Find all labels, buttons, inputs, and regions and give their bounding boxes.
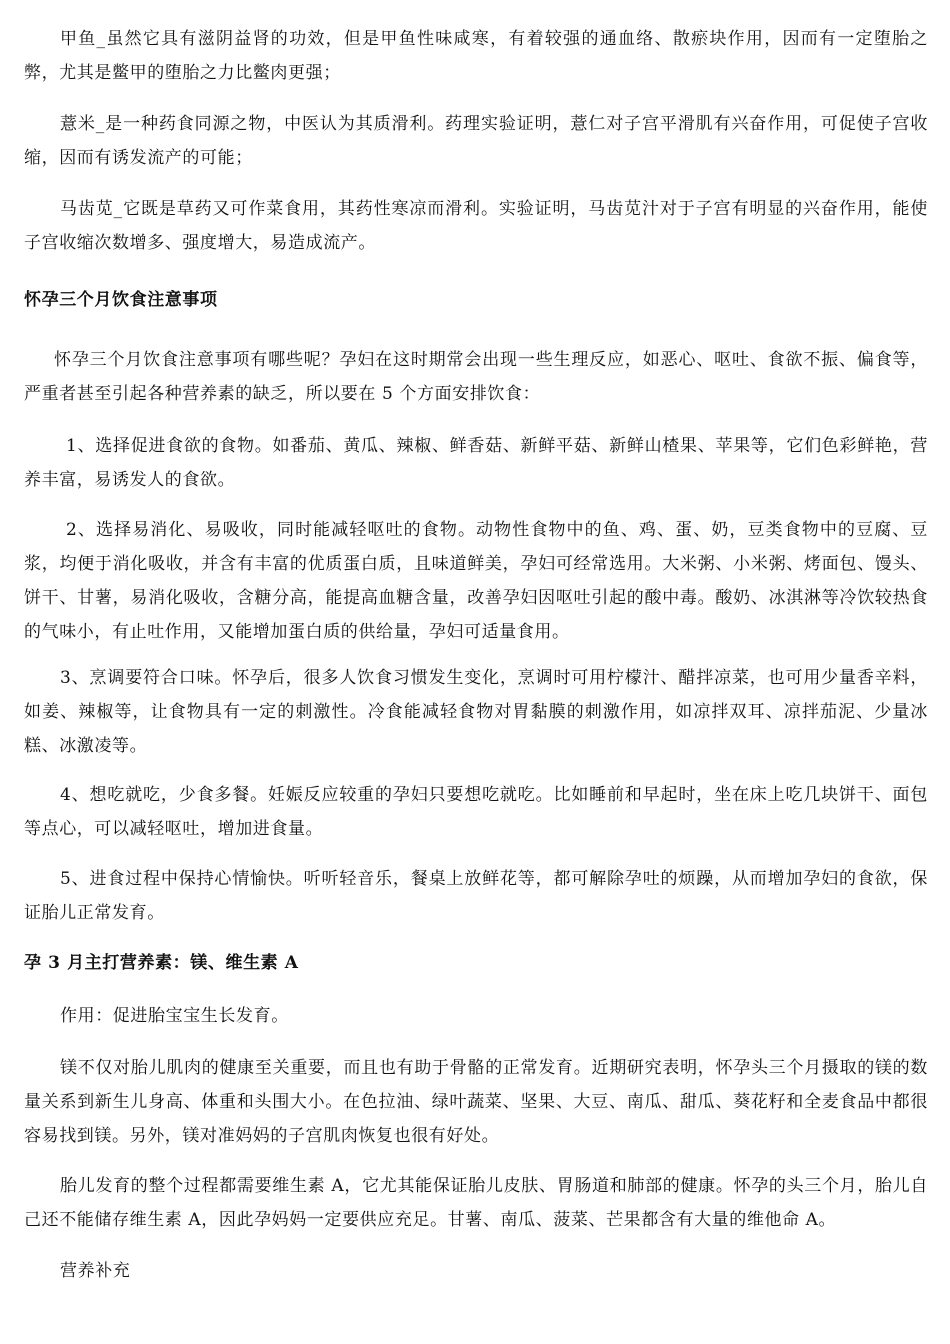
paragraph-vitamin-a: 胎儿发育的整个过程都需要维生素 A，它尤其能保证胎儿皮肤、胃肠道和肺部的健康。怀孕的头三个月，胎儿自己还不能储存维生素 A，因此孕妈妈一定要供应充足。甘薯、南瓜、菠菜、芒果都含有大量的维他命 A。 [24, 1176, 928, 1230]
list-item-3: 3、烹调要符合口味。怀孕后，很多人饮食习惯发生变化，烹调时可用柠檬汁、醋拌凉菜，也可用少量香辛料，如姜、辣椒等，让食物具有一定的刺激性。冷食能减轻食物对胃黏膜的刺激作用，如凉拌双耳、凉拌茄泥、少量冰糕、冰激凌等。 [24, 668, 928, 756]
section-heading-nutrients: 孕 3 月主打营养素：镁、维生素 A [24, 953, 299, 973]
list-item-5: 5、进食过程中保持心情愉快。听听轻音乐，餐桌上放鲜花等，都可解除孕吐的烦躁，从而增加孕妇的食欲，保证胎儿正常发育。 [24, 869, 928, 923]
section-heading-diet-notes: 怀孕三个月饮食注意事项 [24, 290, 218, 310]
nutrition-supplement-heading: 营养补充 [60, 1261, 131, 1281]
paragraph-diet-intro: 怀孕三个月饮食注意事项有哪些呢？孕妇在这时期常会出现一些生理反应，如恶心、呕吐、食欲不振、偏食等，严重者甚至引起各种营养素的缺乏，所以要在 5 个方面安排饮食： [24, 350, 928, 404]
function-line: 作用：促进胎宝宝生长发育。 [60, 1006, 289, 1026]
paragraph-purslane: 马齿苋_它既是草药又可作菜食用，其药性寒凉而滑利。实验证明，马齿苋汁对于子宫有明显的兴奋作用，能使子宫收缩次数增多、强度增大，易造成流产。 [24, 199, 928, 253]
paragraph-coix-seed: 薏米_是一种药食同源之物，中医认为其质滑利。药理实验证明，薏仁对子宫平滑肌有兴奋作用，可促使子宫收缩，因而有诱发流产的可能； [24, 114, 928, 168]
list-item-1: 1、选择促进食欲的食物。如番茄、黄瓜、辣椒、鲜香菇、新鲜平菇、新鲜山楂果、苹果等，它们色彩鲜艳，营养丰富，易诱发人的食欲。 [24, 436, 928, 490]
paragraph-magnesium: 镁不仅对胎儿肌肉的健康至关重要，而且也有助于骨骼的正常发育。近期研究表明，怀孕头三个月摄取的镁的数量关系到新生儿身高、体重和头围大小。在色拉油、绿叶蔬菜、坚果、大豆、南瓜、甜瓜、葵花籽和全麦食品中都很容易找到镁。另外，镁对准妈妈的子宫肌肉恢复也很有好处。 [24, 1058, 928, 1146]
list-item-4: 4、想吃就吃，少食多餐。妊娠反应较重的孕妇只要想吃就吃。比如睡前和早起时，坐在床上吃几块饼干、面包等点心，可以减轻呕吐，增加进食量。 [24, 785, 928, 839]
paragraph-turtle: 甲鱼_虽然它具有滋阴益肾的功效，但是甲鱼性味咸寒，有着较强的通血络、散瘀块作用，因而有一定堕胎之弊，尤其是鳖甲的堕胎之力比鳖肉更强； [24, 29, 928, 83]
list-item-2: 2、选择易消化、易吸收，同时能减轻呕吐的食物。动物性食物中的鱼、鸡、蛋、奶，豆类食物中的豆腐、豆浆，均便于消化吸收，并含有丰富的优质蛋白质，且味道鲜美，孕妇可经常选用。大米粥、小米粥、烤面包、馒头、饼干、甘薯，易消化吸收，含糖分高，能提高血糖含量，改善孕妇因呕吐引起的酸中毒。酸奶、冰淇淋等冷饮较热食的气味小，有止吐作用，又能增加蛋白质的供给量，孕妇可适量食用。 [24, 520, 928, 642]
